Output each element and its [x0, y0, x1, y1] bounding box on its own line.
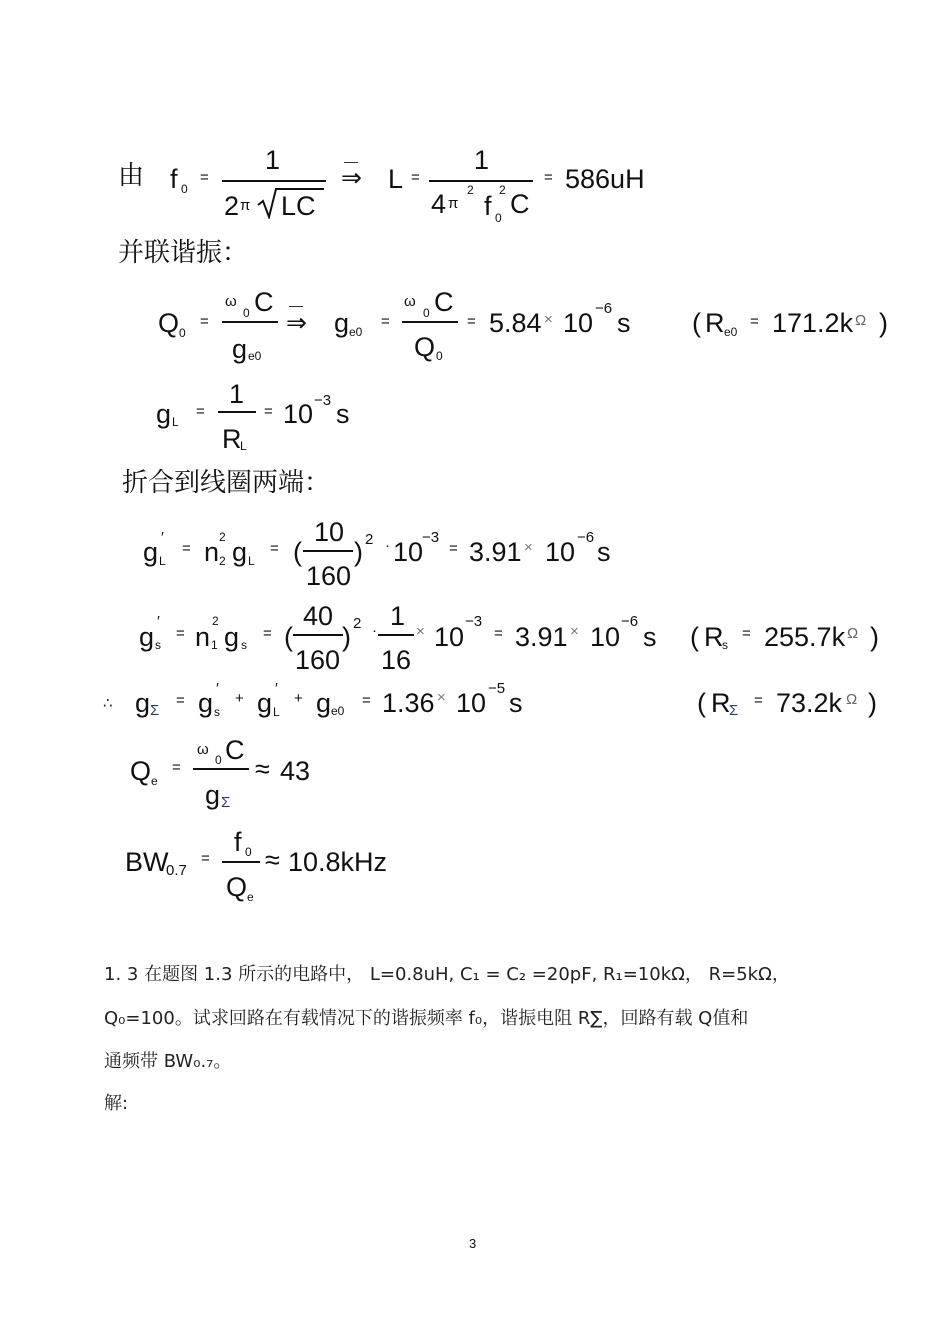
- equals: =: [200, 169, 209, 186]
- problem-line-3: 通频带 BW₀.₇。: [104, 1051, 232, 1072]
- symbol-f: f: [484, 191, 492, 221]
- subscript: e0: [331, 704, 345, 718]
- subscript: s: [214, 705, 220, 719]
- resistance-value: 73.2k: [776, 688, 843, 718]
- subscript: 0: [215, 753, 222, 767]
- omega-symbol: ω: [404, 293, 416, 310]
- sigma-subscript: Σ: [221, 794, 231, 811]
- heading-parallel-resonance: 并联谐振：: [118, 238, 249, 268]
- exponent: −3: [422, 529, 440, 546]
- paren-open: (: [692, 308, 701, 338]
- fraction-bar: [303, 550, 353, 552]
- symbol-R: R: [704, 622, 724, 652]
- fraction-bar: [222, 180, 326, 182]
- ten: 10: [563, 308, 594, 338]
- symbol-g: g: [205, 780, 221, 810]
- overline: [289, 306, 303, 307]
- numerator: 1: [390, 601, 406, 631]
- subscript: e: [151, 774, 158, 788]
- times-symbol: ×: [416, 623, 425, 640]
- symbol-n: n: [204, 537, 220, 567]
- numerator: 1: [265, 145, 281, 175]
- subscript: 0: [245, 845, 252, 859]
- symbol-Q: Q: [158, 308, 180, 338]
- equals: =: [449, 540, 458, 557]
- symbol-Q: Q: [226, 872, 248, 902]
- equals: =: [362, 692, 371, 709]
- heading-fold-to-coil: 折合到线圈两端：: [122, 468, 331, 498]
- subscript: L: [159, 554, 166, 568]
- subscript: e: [247, 890, 254, 904]
- numerator: 1: [474, 145, 490, 175]
- symbol-C: C: [225, 735, 245, 765]
- subscript: 0: [181, 182, 188, 196]
- subscript: 0: [423, 306, 430, 320]
- equals: =: [172, 759, 181, 776]
- result-value: 586uH: [565, 164, 645, 194]
- paren-open: (: [284, 622, 293, 652]
- equals: =: [196, 403, 205, 420]
- unit-s: s: [336, 399, 350, 429]
- equals: =: [750, 313, 759, 330]
- superscript: 2: [499, 183, 506, 197]
- equals: =: [176, 625, 185, 642]
- value: 3.91: [469, 537, 522, 567]
- dot-operator: ·: [372, 622, 377, 639]
- subscript: 1: [211, 638, 218, 652]
- symbol-n: n: [195, 622, 211, 652]
- equals: =: [263, 625, 272, 642]
- symbol-g: g: [334, 308, 350, 338]
- denominator: 16: [381, 645, 412, 675]
- equals: =: [182, 540, 191, 557]
- symbol-R: R: [711, 688, 731, 718]
- symbol-g: g: [139, 622, 155, 652]
- sigma-subscript: Σ: [150, 702, 160, 719]
- unit-s: s: [597, 537, 611, 567]
- ten: 10: [434, 622, 465, 652]
- prime: ′: [216, 680, 219, 697]
- solution-label: 解:: [104, 1093, 129, 1114]
- superscript: 2: [467, 183, 474, 197]
- resistance-value: 171.2k: [772, 308, 854, 338]
- fraction-bar: [222, 861, 260, 863]
- subscript: L: [273, 705, 280, 719]
- ten: 10: [456, 688, 487, 718]
- numerator: 40: [303, 601, 334, 631]
- symbol-g: g: [156, 399, 172, 429]
- pi-symbol: π: [448, 195, 459, 212]
- paren-open: (: [697, 688, 706, 718]
- symbol-f: f: [234, 827, 242, 857]
- times-symbol: ×: [544, 311, 553, 328]
- exponent: −6: [577, 529, 595, 546]
- symbol-g: g: [198, 688, 214, 718]
- superscript: 2: [353, 615, 362, 632]
- ten: 10: [393, 537, 424, 567]
- times-symbol: ×: [570, 623, 579, 640]
- equals: =: [381, 313, 390, 330]
- subscript: s: [155, 638, 161, 652]
- ten: 10: [283, 399, 314, 429]
- equals: =: [411, 169, 420, 186]
- denominator-4: 4: [431, 189, 447, 219]
- times-symbol: ×: [524, 539, 533, 556]
- symbol-C: C: [434, 287, 454, 317]
- equals: =: [754, 692, 763, 709]
- exponent: −6: [595, 300, 613, 317]
- exponent: −5: [488, 680, 506, 697]
- times-symbol: ×: [437, 689, 446, 706]
- overline: [344, 162, 358, 163]
- symbol-L: L: [388, 164, 404, 194]
- omega-symbol: ω: [197, 741, 209, 758]
- implies-arrow: ⇒: [286, 309, 307, 337]
- fraction-bar: [218, 411, 256, 413]
- value: 5.84: [489, 308, 542, 338]
- subscript: e0: [349, 325, 363, 339]
- ten: 10: [545, 537, 576, 567]
- problem-line-2: Q₀=100。试求回路在有载情况下的谐振频率 f₀，谐振电阻 R∑，回路有载 Q值和: [104, 1008, 749, 1029]
- equals: =: [201, 850, 210, 867]
- symbol-R: R: [222, 424, 242, 454]
- unit-s: s: [509, 688, 523, 718]
- symbol-g: g: [232, 537, 248, 567]
- fraction-bar: [402, 321, 458, 323]
- paren-close: ): [354, 537, 363, 567]
- symbol-BW: BW: [125, 847, 169, 877]
- symbol-C: C: [510, 189, 530, 219]
- fraction-bar: [222, 321, 278, 323]
- subscript: s: [241, 638, 247, 652]
- approx-symbol: ≈: [255, 754, 270, 784]
- equals: =: [742, 625, 751, 642]
- subscript: L: [172, 415, 179, 429]
- lc: LC: [281, 191, 316, 221]
- result-value: 43: [280, 756, 311, 786]
- subscript: 2: [219, 554, 226, 568]
- subscript: 0: [179, 326, 186, 340]
- symbol-Q: Q: [414, 332, 436, 362]
- fraction-bar: [378, 634, 414, 636]
- symbol-g: g: [257, 688, 273, 718]
- fraction-bar: [429, 180, 533, 182]
- symbol-R: R: [705, 308, 725, 338]
- paren-open: (: [690, 622, 699, 652]
- equals: =: [200, 313, 209, 330]
- omega-symbol: ω: [225, 293, 237, 310]
- value: 1.36: [382, 688, 435, 718]
- dot-operator: ·: [385, 537, 390, 554]
- symbol-f: f: [170, 164, 178, 194]
- value: 3.91: [515, 622, 568, 652]
- numerator: 10: [314, 517, 345, 547]
- denominator-2: 2: [224, 191, 240, 221]
- paren-close: ): [342, 622, 351, 652]
- ohm-symbol: Ω: [855, 312, 867, 329]
- subscript: s: [722, 638, 728, 652]
- equals: =: [176, 692, 185, 709]
- equals: =: [494, 625, 503, 642]
- prefix-you: 由: [118, 161, 145, 191]
- subscript: 0: [243, 306, 250, 320]
- approx-symbol: ≈: [265, 845, 280, 875]
- symbol-g: g: [316, 688, 332, 718]
- ohm-symbol: Ω: [847, 625, 859, 642]
- problem-line-1: 1. 3 在题图 1.3 所示的电路中， L=0.8uH, C₁ = C₂ =20pF, R₁=10kΩ， R=5kΩ，: [104, 964, 790, 985]
- plus: +: [235, 690, 244, 707]
- subscript: L: [248, 554, 255, 568]
- symbol-g: g: [232, 334, 248, 364]
- equals: =: [467, 313, 476, 330]
- prime: ′: [161, 529, 164, 546]
- page-number: 3: [469, 1236, 477, 1251]
- implies-arrow: ⇒: [341, 164, 362, 192]
- subscript: 0: [436, 349, 443, 363]
- denominator: 160: [295, 645, 341, 675]
- unit-s: s: [617, 308, 631, 338]
- equals: =: [544, 169, 553, 186]
- ohm-symbol: Ω: [846, 691, 858, 708]
- superscript: 2: [219, 530, 226, 544]
- symbol-g: g: [143, 537, 159, 567]
- paren-close: ): [879, 308, 888, 338]
- denominator: 160: [306, 561, 352, 591]
- paren-close: ): [868, 688, 877, 718]
- exponent: −3: [314, 392, 332, 409]
- exponent: −6: [621, 613, 639, 630]
- exponent: −3: [465, 613, 483, 630]
- superscript: 2: [212, 614, 219, 628]
- paren-close: ): [870, 622, 879, 652]
- prime: ′: [275, 680, 278, 697]
- symbol-g: g: [224, 622, 240, 652]
- plus: +: [294, 690, 303, 707]
- ten: 10: [590, 622, 621, 652]
- numerator: 1: [229, 379, 245, 409]
- superscript: 2: [365, 531, 374, 548]
- prime: ′: [157, 613, 160, 630]
- unit-s: s: [643, 622, 657, 652]
- fraction-bar: [193, 768, 249, 770]
- subscript: e0: [248, 349, 262, 363]
- equals: =: [270, 540, 279, 557]
- subscript: 0: [495, 211, 502, 225]
- paren-open: (: [293, 537, 302, 567]
- fraction-bar: [293, 634, 343, 636]
- subscript: L: [240, 439, 247, 453]
- result-value: 10.8kHz: [288, 847, 388, 877]
- subscript: 0.7: [166, 862, 187, 879]
- symbol-C: C: [254, 287, 274, 317]
- pi-symbol: π: [240, 197, 251, 214]
- sigma-subscript: Σ: [729, 702, 739, 719]
- equals: =: [264, 403, 273, 420]
- resistance-value: 255.7k: [764, 622, 846, 652]
- therefore-symbol: ∴: [103, 695, 113, 712]
- subscript: e0: [724, 325, 738, 339]
- symbol-Q: Q: [130, 756, 152, 786]
- symbol-g: g: [135, 688, 151, 718]
